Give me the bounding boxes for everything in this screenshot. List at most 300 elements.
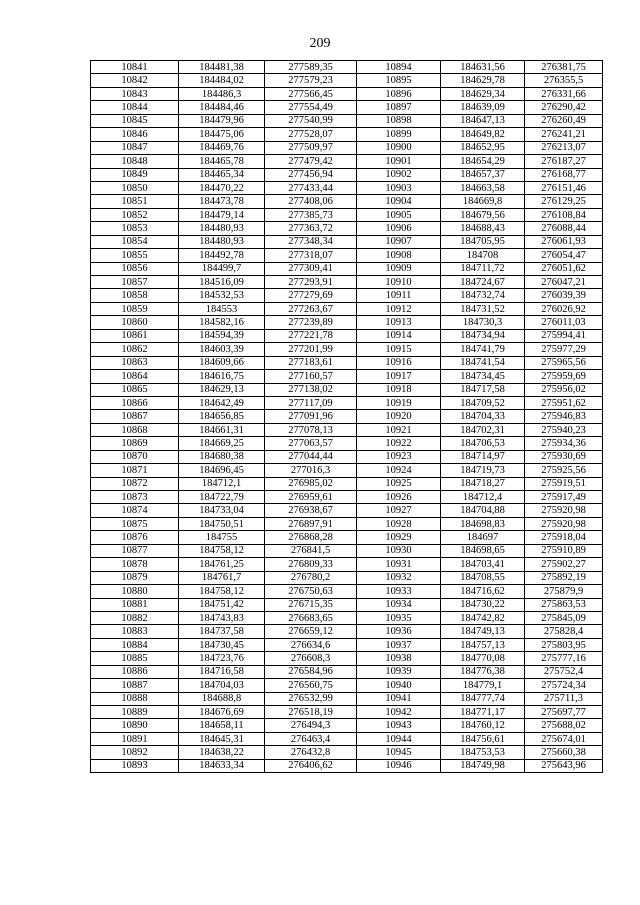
point-number-cell: 10885 [91,652,179,665]
y-coordinate-cell: 275930,69 [525,450,603,463]
point-number-cell: 10873 [91,491,179,504]
y-coordinate-cell: 277385,73 [265,208,357,221]
point-number-cell: 10933 [357,585,441,598]
y-coordinate-cell: 276518,19 [265,706,357,719]
x-coordinate-cell: 184475,06 [179,128,265,141]
point-number-cell: 10900 [357,141,441,154]
y-coordinate-cell: 276608,3 [265,652,357,665]
point-number-cell: 10937 [357,638,441,651]
x-coordinate-cell: 184499,7 [179,262,265,275]
x-coordinate-cell: 184755 [179,531,265,544]
x-coordinate-cell: 184516,09 [179,276,265,289]
point-number-cell: 10940 [357,679,441,692]
y-coordinate-cell: 275920,98 [525,504,603,517]
x-coordinate-cell: 184719,73 [441,464,525,477]
x-coordinate-cell: 184479,14 [179,208,265,221]
table-row [91,638,603,651]
point-number-cell: 10927 [357,504,441,517]
y-coordinate-cell: 275711,3 [525,692,603,705]
point-number-cell: 10941 [357,692,441,705]
table-row [91,61,603,74]
x-coordinate-cell: 184734,45 [441,370,525,383]
y-coordinate-cell: 275920,98 [525,517,603,530]
x-coordinate-cell: 184706,53 [441,437,525,450]
x-coordinate-cell: 184749,98 [441,759,525,772]
point-number-cell: 10920 [357,410,441,423]
y-coordinate-cell: 275934,36 [525,437,603,450]
table-row [91,168,603,181]
y-coordinate-cell: 276560,75 [265,679,357,692]
y-coordinate-cell: 277579,23 [265,74,357,87]
y-coordinate-cell: 276715,35 [265,598,357,611]
x-coordinate-cell: 184722,79 [179,491,265,504]
point-number-cell: 10876 [91,531,179,544]
x-coordinate-cell: 184484,46 [179,101,265,114]
x-coordinate-cell: 184737,58 [179,625,265,638]
table-row [91,665,603,678]
point-number-cell: 10848 [91,155,179,168]
point-number-cell: 10935 [357,611,441,624]
point-number-cell: 10946 [357,759,441,772]
y-coordinate-cell: 275777,16 [525,652,603,665]
point-number-cell: 10851 [91,195,179,208]
x-coordinate-cell: 184734,94 [441,329,525,342]
point-number-cell: 10871 [91,464,179,477]
point-number-cell: 10855 [91,249,179,262]
x-coordinate-cell: 184642,49 [179,396,265,409]
x-coordinate-cell: 184742,82 [441,611,525,624]
x-coordinate-cell: 184724,67 [441,276,525,289]
y-coordinate-cell: 276061,93 [525,235,603,248]
y-coordinate-cell: 276750,63 [265,585,357,598]
x-coordinate-cell: 184708 [441,249,525,262]
y-coordinate-cell: 276054,47 [525,249,603,262]
y-coordinate-cell: 277318,07 [265,249,357,262]
x-coordinate-cell: 184669,25 [179,437,265,450]
x-coordinate-cell: 184741,54 [441,356,525,369]
table-row [91,759,603,772]
y-coordinate-cell: 276432,8 [265,746,357,759]
y-coordinate-cell: 275946,83 [525,410,603,423]
point-number-cell: 10886 [91,665,179,678]
point-number-cell: 10926 [357,491,441,504]
point-number-cell: 10880 [91,585,179,598]
point-number-cell: 10943 [357,719,441,732]
y-coordinate-cell: 276039,39 [525,289,603,302]
x-coordinate-cell: 184776,38 [441,665,525,678]
y-coordinate-cell: 277479,42 [265,155,357,168]
x-coordinate-cell: 184743,83 [179,611,265,624]
x-coordinate-cell: 184679,56 [441,208,525,221]
table-row [91,598,603,611]
x-coordinate-cell: 184732,74 [441,289,525,302]
y-coordinate-cell: 275697,77 [525,706,603,719]
x-coordinate-cell: 184761,7 [179,571,265,584]
point-number-cell: 10844 [91,101,179,114]
y-coordinate-cell: 276088,44 [525,222,603,235]
y-coordinate-cell: 276381,75 [525,61,603,74]
table-row [91,437,603,450]
x-coordinate-cell: 184480,93 [179,235,265,248]
point-number-cell: 10874 [91,504,179,517]
y-coordinate-cell: 275965,56 [525,356,603,369]
point-number-cell: 10903 [357,181,441,194]
table-row [91,679,603,692]
x-coordinate-cell: 184704,88 [441,504,525,517]
x-coordinate-cell: 184779,1 [441,679,525,692]
x-coordinate-cell: 184479,96 [179,114,265,127]
table-row [91,262,603,275]
x-coordinate-cell: 184629,13 [179,383,265,396]
y-coordinate-cell: 276532,99 [265,692,357,705]
y-coordinate-cell: 276129,25 [525,195,603,208]
point-number-cell: 10906 [357,222,441,235]
x-coordinate-cell: 184633,34 [179,759,265,772]
y-coordinate-cell: 277063,57 [265,437,357,450]
point-number-cell: 10922 [357,437,441,450]
point-number-cell: 10929 [357,531,441,544]
y-coordinate-cell: 277540,99 [265,114,357,127]
table-row [91,423,603,436]
x-coordinate-cell: 184761,25 [179,558,265,571]
point-number-cell: 10854 [91,235,179,248]
y-coordinate-cell: 276331,66 [525,87,603,100]
table-row [91,410,603,423]
x-coordinate-cell: 184698,83 [441,517,525,530]
y-coordinate-cell: 276463,4 [265,732,357,745]
point-number-cell: 10924 [357,464,441,477]
y-coordinate-cell: 276011,03 [525,316,603,329]
x-coordinate-cell: 184553 [179,302,265,315]
y-coordinate-cell: 275902,27 [525,558,603,571]
x-coordinate-cell: 184616,75 [179,370,265,383]
table-row [91,692,603,705]
point-number-cell: 10901 [357,155,441,168]
x-coordinate-cell: 184676,69 [179,706,265,719]
point-number-cell: 10847 [91,141,179,154]
point-number-cell: 10891 [91,732,179,745]
y-coordinate-cell: 276985,02 [265,477,357,490]
table-row [91,504,603,517]
table-row [91,544,603,557]
y-coordinate-cell: 277348,34 [265,235,357,248]
x-coordinate-cell: 184465,34 [179,168,265,181]
x-coordinate-cell: 184697 [441,531,525,544]
y-coordinate-cell: 276897,91 [265,517,357,530]
x-coordinate-cell: 184657,37 [441,168,525,181]
x-coordinate-cell: 184532,53 [179,289,265,302]
table-row [91,356,603,369]
y-coordinate-cell: 275752,4 [525,665,603,678]
point-number-cell: 10894 [357,61,441,74]
point-number-cell: 10841 [91,61,179,74]
point-number-cell: 10864 [91,370,179,383]
point-number-cell: 10890 [91,719,179,732]
x-coordinate-cell: 184777,74 [441,692,525,705]
x-coordinate-cell: 184486,3 [179,87,265,100]
x-coordinate-cell: 184717,58 [441,383,525,396]
y-coordinate-cell: 276659,12 [265,625,357,638]
table-row [91,343,603,356]
point-number-cell: 10849 [91,168,179,181]
x-coordinate-cell: 184473,78 [179,195,265,208]
table-row [91,249,603,262]
x-coordinate-cell: 184756,61 [441,732,525,745]
y-coordinate-cell: 276051,62 [525,262,603,275]
x-coordinate-cell: 184750,51 [179,517,265,530]
point-number-cell: 10843 [91,87,179,100]
point-number-cell: 10846 [91,128,179,141]
table-row [91,477,603,490]
x-coordinate-cell: 184661,31 [179,423,265,436]
point-number-cell: 10881 [91,598,179,611]
point-number-cell: 10934 [357,598,441,611]
x-coordinate-cell: 184712,1 [179,477,265,490]
point-number-cell: 10913 [357,316,441,329]
x-coordinate-cell: 184771,17 [441,706,525,719]
table-row [91,370,603,383]
point-number-cell: 10893 [91,759,179,772]
point-number-cell: 10877 [91,544,179,557]
y-coordinate-cell: 276187,27 [525,155,603,168]
x-coordinate-cell: 184669,8 [441,195,525,208]
x-coordinate-cell: 184469,76 [179,141,265,154]
x-coordinate-cell: 184649,82 [441,128,525,141]
x-coordinate-cell: 184716,58 [179,665,265,678]
y-coordinate-cell: 275977,29 [525,343,603,356]
y-coordinate-cell: 277363,72 [265,222,357,235]
table-row [91,732,603,745]
point-number-cell: 10884 [91,638,179,651]
x-coordinate-cell: 184484,02 [179,74,265,87]
x-coordinate-cell: 184704,03 [179,679,265,692]
y-coordinate-cell: 275643,96 [525,759,603,772]
y-coordinate-cell: 276213,07 [525,141,603,154]
point-number-cell: 10845 [91,114,179,127]
table-row [91,181,603,194]
table-row [91,719,603,732]
x-coordinate-cell: 184731,52 [441,302,525,315]
point-number-cell: 10872 [91,477,179,490]
table-row [91,746,603,759]
point-number-cell: 10925 [357,477,441,490]
y-coordinate-cell: 275951,62 [525,396,603,409]
x-coordinate-cell: 184656,85 [179,410,265,423]
table-row [91,114,603,127]
x-coordinate-cell: 184730,3 [441,316,525,329]
y-coordinate-cell: 277239,89 [265,316,357,329]
x-coordinate-cell: 184663,58 [441,181,525,194]
y-coordinate-cell: 276494,3 [265,719,357,732]
y-coordinate-cell: 276634,6 [265,638,357,651]
x-coordinate-cell: 184757,13 [441,638,525,651]
y-coordinate-cell: 275828,4 [525,625,603,638]
point-number-cell: 10887 [91,679,179,692]
point-number-cell: 10870 [91,450,179,463]
page-number: 209 [309,36,331,51]
point-number-cell: 10938 [357,652,441,665]
point-number-cell: 10852 [91,208,179,221]
y-coordinate-cell: 276938,67 [265,504,357,517]
point-number-cell: 10923 [357,450,441,463]
x-coordinate-cell: 184480,93 [179,222,265,235]
y-coordinate-cell: 277221,78 [265,329,357,342]
y-coordinate-cell: 276959,61 [265,491,357,504]
point-number-cell: 10914 [357,329,441,342]
point-number-cell: 10945 [357,746,441,759]
x-coordinate-cell: 184760,12 [441,719,525,732]
y-coordinate-cell: 275959,69 [525,370,603,383]
point-number-cell: 10859 [91,302,179,315]
table-row [91,235,603,248]
y-coordinate-cell: 275910,89 [525,544,603,557]
x-coordinate-cell: 184730,22 [441,598,525,611]
x-coordinate-cell: 184698,65 [441,544,525,557]
point-number-cell: 10944 [357,732,441,745]
x-coordinate-cell: 184582,16 [179,316,265,329]
y-coordinate-cell: 277433,44 [265,181,357,194]
x-coordinate-cell: 184730,45 [179,638,265,651]
table-row [91,396,603,409]
x-coordinate-cell: 184758,12 [179,544,265,557]
x-coordinate-cell: 184702,31 [441,423,525,436]
y-coordinate-cell: 275956,02 [525,383,603,396]
point-number-cell: 10902 [357,168,441,181]
x-coordinate-cell: 184629,34 [441,87,525,100]
y-coordinate-cell: 276809,33 [265,558,357,571]
table-row [91,450,603,463]
point-number-cell: 10858 [91,289,179,302]
x-coordinate-cell: 184714,97 [441,450,525,463]
point-number-cell: 10857 [91,276,179,289]
y-coordinate-cell: 275994,41 [525,329,603,342]
point-number-cell: 10861 [91,329,179,342]
x-coordinate-cell: 184749,13 [441,625,525,638]
x-coordinate-cell: 184481,38 [179,61,265,74]
point-number-cell: 10930 [357,544,441,557]
y-coordinate-cell: 276841,5 [265,544,357,557]
point-number-cell: 10883 [91,625,179,638]
point-number-cell: 10942 [357,706,441,719]
y-coordinate-cell: 277509,97 [265,141,357,154]
point-number-cell: 10910 [357,276,441,289]
y-coordinate-cell: 275919,51 [525,477,603,490]
y-coordinate-cell: 276241,21 [525,128,603,141]
table-row [91,531,603,544]
point-number-cell: 10882 [91,611,179,624]
table-row [91,208,603,221]
point-number-cell: 10939 [357,665,441,678]
table-row [91,517,603,530]
y-coordinate-cell: 276683,65 [265,611,357,624]
point-number-cell: 10869 [91,437,179,450]
point-number-cell: 10936 [357,625,441,638]
x-coordinate-cell: 184470,22 [179,181,265,194]
point-number-cell: 10888 [91,692,179,705]
point-number-cell: 10931 [357,558,441,571]
y-coordinate-cell: 277138,02 [265,383,357,396]
y-coordinate-cell: 277263,67 [265,302,357,315]
table-row [91,585,603,598]
x-coordinate-cell: 184688,43 [441,222,525,235]
y-coordinate-cell: 277456,94 [265,168,357,181]
y-coordinate-cell: 277016,3 [265,464,357,477]
y-coordinate-cell: 275940,23 [525,423,603,436]
y-coordinate-cell: 275918,04 [525,531,603,544]
table-row [91,222,603,235]
x-coordinate-cell: 184609,66 [179,356,265,369]
y-coordinate-cell: 275917,49 [525,491,603,504]
point-number-cell: 10919 [357,396,441,409]
x-coordinate-cell: 184711,72 [441,262,525,275]
point-number-cell: 10915 [357,343,441,356]
point-number-cell: 10862 [91,343,179,356]
table-row [91,101,603,114]
y-coordinate-cell: 275660,38 [525,746,603,759]
table-row [91,491,603,504]
y-coordinate-cell: 277589,35 [265,61,357,74]
x-coordinate-cell: 184688,8 [179,692,265,705]
point-number-cell: 10928 [357,517,441,530]
table-row [91,128,603,141]
point-number-cell: 10918 [357,383,441,396]
x-coordinate-cell: 184733,04 [179,504,265,517]
x-coordinate-cell: 184645,31 [179,732,265,745]
x-coordinate-cell: 184658,11 [179,719,265,732]
point-number-cell: 10853 [91,222,179,235]
y-coordinate-cell: 277566,45 [265,87,357,100]
x-coordinate-cell: 184639,09 [441,101,525,114]
point-number-cell: 10868 [91,423,179,436]
y-coordinate-cell: 275803,95 [525,638,603,651]
point-number-cell: 10916 [357,356,441,369]
point-number-cell: 10879 [91,571,179,584]
x-coordinate-cell: 184712,4 [441,491,525,504]
coordinates-table [90,60,603,773]
y-coordinate-cell: 276868,28 [265,531,357,544]
y-coordinate-cell: 277279,69 [265,289,357,302]
point-number-cell: 10904 [357,195,441,208]
point-number-cell: 10907 [357,235,441,248]
table-row [91,74,603,87]
table-row [91,302,603,315]
point-number-cell: 10875 [91,517,179,530]
x-coordinate-cell: 184696,45 [179,464,265,477]
y-coordinate-cell: 276406,62 [265,759,357,772]
y-coordinate-cell: 277293,91 [265,276,357,289]
x-coordinate-cell: 184716,62 [441,585,525,598]
y-coordinate-cell: 277554,49 [265,101,357,114]
point-number-cell: 10932 [357,571,441,584]
x-coordinate-cell: 184492,78 [179,249,265,262]
y-coordinate-cell: 277309,41 [265,262,357,275]
point-number-cell: 10917 [357,370,441,383]
y-coordinate-cell: 277044,44 [265,450,357,463]
x-coordinate-cell: 184465,78 [179,155,265,168]
table-row [91,329,603,342]
y-coordinate-cell: 275879,9 [525,585,603,598]
x-coordinate-cell: 184594,39 [179,329,265,342]
y-coordinate-cell: 275892,19 [525,571,603,584]
x-coordinate-cell: 184741,79 [441,343,525,356]
x-coordinate-cell: 184705,95 [441,235,525,248]
point-number-cell: 10912 [357,302,441,315]
point-number-cell: 10896 [357,87,441,100]
y-coordinate-cell: 277078,13 [265,423,357,436]
point-number-cell: 10911 [357,289,441,302]
point-number-cell: 10842 [91,74,179,87]
table-row [91,558,603,571]
